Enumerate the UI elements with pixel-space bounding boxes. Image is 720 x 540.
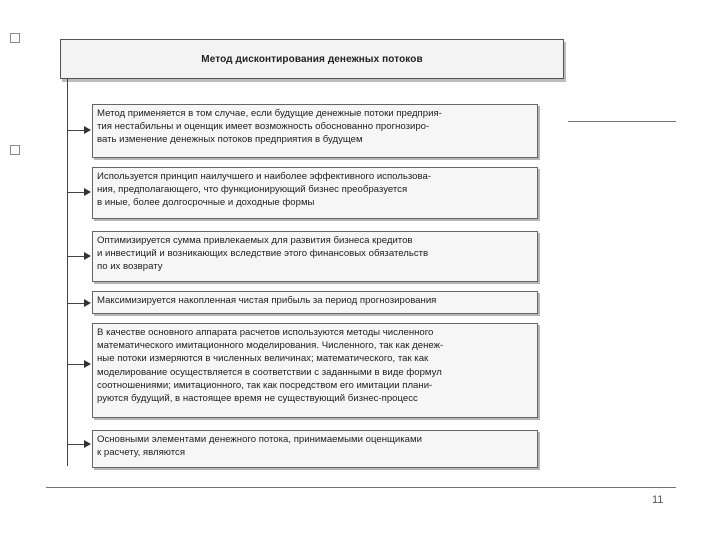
block-text-line: ния, предполагающего, что функционирующий бизнес преобразуется xyxy=(97,184,408,196)
arrow-right-icon xyxy=(67,444,89,445)
method-block xyxy=(92,167,538,219)
block-text-line: тия нестабильны и оценщик имеет возможность обоснованно прогнозиро- xyxy=(97,121,430,133)
page-number: 11 xyxy=(652,494,664,506)
block-text-line: Основными элементами денежного потока, принимаемыми оценщиками xyxy=(97,434,422,445)
block-text-line: соотношениями; имитационного, так как посредством его имитации плани- xyxy=(97,379,433,391)
block-text-line: В качестве основного аппарата расчетов используются методы численного xyxy=(97,327,434,338)
method-block xyxy=(92,291,538,314)
block-text-line: Используется принцип наилучшего и наиболее эффективного использова- xyxy=(97,171,432,182)
block-text-line: Максимизируется накопленная чистая прибыль за период прогнозирования xyxy=(97,295,437,306)
block-text-line: и инвестиций и возникающих вследствие этого финансовых обязательств xyxy=(97,248,429,260)
block-text-line: руются будущий, в настоящее время не существующий бизнес-процесс xyxy=(97,393,418,405)
connector-line xyxy=(67,78,68,466)
method-block xyxy=(92,104,538,158)
arrow-right-icon xyxy=(67,303,89,304)
block-text-line: моделирование осуществляется в соответствии с заданными в виде формул xyxy=(97,366,442,378)
block-text-line: математического имитационного моделирования. Численного, так как денеж- xyxy=(97,340,444,352)
block-text-line: ные потоки измеряются в численных величинах; математического, так как xyxy=(97,353,429,365)
block-text-line: вать изменение денежных потоков предприятия в будущем xyxy=(97,134,363,146)
block-text-line: Оптимизируется сумма привлекаемых для развития бизнеса кредитов xyxy=(97,235,413,246)
block-text-line: Метод применяется в том случае, если будущие денежные потоки предприя- xyxy=(97,108,442,119)
arrow-right-icon xyxy=(67,364,89,365)
arrow-right-icon xyxy=(67,130,89,131)
method-block xyxy=(92,430,538,468)
method-block xyxy=(92,323,538,418)
slide-bullet-icon xyxy=(10,145,20,155)
diagram-title: Метод дисконтирования денежных потоков xyxy=(60,39,564,79)
block-text-line: к расчету, являются xyxy=(97,447,186,459)
arrow-right-icon xyxy=(67,192,89,193)
decorative-rule xyxy=(46,487,676,488)
block-text-line: в иные, более долгосрочные и доходные формы xyxy=(97,197,315,209)
decorative-rule xyxy=(568,121,676,122)
slide-bullet-icon xyxy=(10,33,20,43)
method-block xyxy=(92,231,538,282)
block-text-line: по их возврату xyxy=(97,261,163,273)
arrow-right-icon xyxy=(67,256,89,257)
flowchart xyxy=(46,26,566,474)
